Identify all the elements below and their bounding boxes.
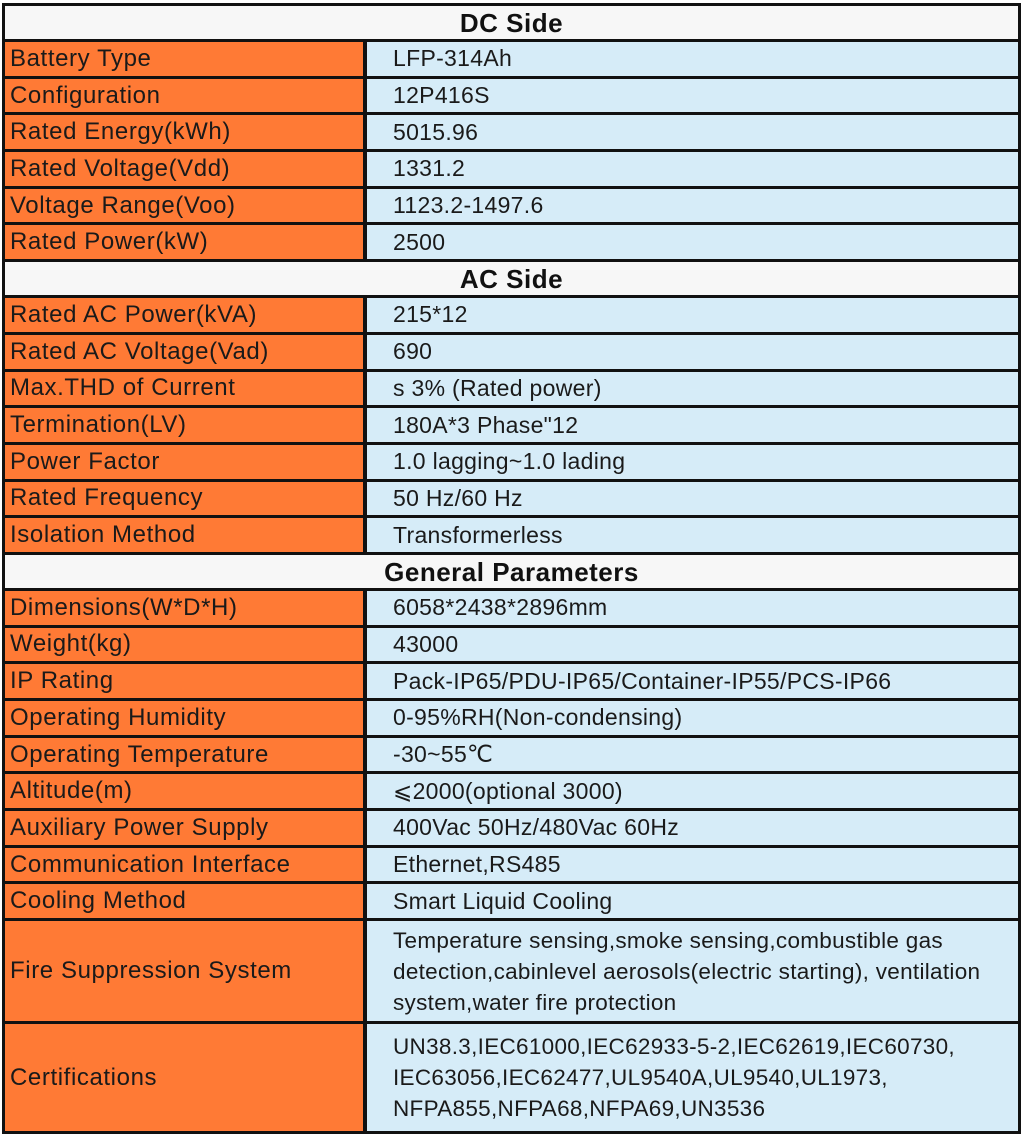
table-row: [5, 482, 1018, 519]
row-value: 1.0 lagging~1.0 lading: [367, 445, 1018, 479]
row-value: 5015.96: [367, 115, 1018, 149]
row-label: Altitude(m): [5, 774, 367, 808]
row-label: Battery Type: [5, 42, 367, 76]
table-row: [5, 701, 1018, 738]
table-row: [5, 884, 1018, 921]
row-label: Rated Energy(kWh): [5, 115, 367, 149]
table-row: [5, 518, 1018, 555]
table-row: [5, 115, 1018, 152]
row-label: Voltage Range(Voo): [5, 189, 367, 223]
row-label: Weight(kg): [5, 628, 367, 662]
row-label: Power Factor: [5, 445, 367, 479]
row-label: Operating Temperature: [5, 738, 367, 772]
table-row: [5, 738, 1018, 775]
table-row: [5, 408, 1018, 445]
table-row: [5, 445, 1018, 482]
row-value: UN38.3,IEC61000,IEC62933-5-2,IEC62619,IEC60730, IEC63056,IEC62477,UL9540A,UL9540,UL1973, NFPA855,NFPA68,NFPA69,UN3536: [367, 1024, 1018, 1131]
row-value: 1331.2: [367, 152, 1018, 186]
row-label: Rated AC Power(kVA): [5, 298, 367, 332]
row-label: Certifications: [5, 1024, 367, 1131]
row-label: Termination(LV): [5, 408, 367, 442]
section-header: General Parameters: [5, 555, 1018, 591]
row-label: Auxiliary Power Supply: [5, 811, 367, 845]
row-label: Rated Power(kW): [5, 225, 367, 259]
table-row: [5, 921, 1018, 1024]
table-row: [5, 79, 1018, 116]
row-value: 400Vac 50Hz/480Vac 60Hz: [367, 811, 1018, 845]
row-value: s 3% (Rated power): [367, 372, 1018, 406]
table-row: [5, 811, 1018, 848]
table-row: [5, 152, 1018, 189]
row-label: Operating Humidity: [5, 701, 367, 735]
row-value: 1123.2-1497.6: [367, 189, 1018, 223]
row-label: IP Rating: [5, 664, 367, 698]
row-value: Smart Liquid Cooling: [367, 884, 1018, 918]
row-value: 2500: [367, 225, 1018, 259]
table-row: [5, 591, 1018, 628]
row-value: 43000: [367, 628, 1018, 662]
row-label: Rated Frequency: [5, 482, 367, 516]
row-label: Cooling Method: [5, 884, 367, 918]
table-row: [5, 848, 1018, 885]
table-row: [5, 372, 1018, 409]
row-value: LFP-314Ah: [367, 42, 1018, 76]
row-value: 50 Hz/60 Hz: [367, 482, 1018, 516]
row-value: Temperature sensing,smoke sensing,combustible gas detection,cabinlevel aerosols(electric starting), ventilation system,water fire protection: [367, 921, 1018, 1021]
table-row: [5, 335, 1018, 372]
row-value: 0-95%RH(Non-condensing): [367, 701, 1018, 735]
row-value: 12P416S: [367, 79, 1018, 113]
row-value: Transformerless: [367, 518, 1018, 552]
row-label: Rated Voltage(Vdd): [5, 152, 367, 186]
table-row: [5, 225, 1018, 262]
row-label: Max.THD of Current: [5, 372, 367, 406]
row-label: Fire Suppression System: [5, 921, 367, 1021]
row-label: Rated AC Voltage(Vad): [5, 335, 367, 369]
table-row: [5, 298, 1018, 335]
section-header: AC Side: [5, 262, 1018, 298]
row-label: Configuration: [5, 79, 367, 113]
table-row: [5, 774, 1018, 811]
row-value: 6058*2438*2896mm: [367, 591, 1018, 625]
row-value: Pack-IP65/PDU-IP65/Container-IP55/PCS-IP66: [367, 664, 1018, 698]
row-value: ⩽2000(optional 3000): [367, 774, 1018, 808]
table-row: [5, 189, 1018, 226]
row-value: 690: [367, 335, 1018, 369]
table-row: [5, 42, 1018, 79]
row-value: Ethernet,RS485: [367, 848, 1018, 882]
row-label: Isolation Method: [5, 518, 367, 552]
spec-table: [2, 3, 1021, 1134]
row-value: 180A*3 Phase"12: [367, 408, 1018, 442]
table-row: [5, 628, 1018, 665]
row-value: 215*12: [367, 298, 1018, 332]
table-row: [5, 664, 1018, 701]
table-row: [5, 1024, 1018, 1131]
row-label: Dimensions(W*D*H): [5, 591, 367, 625]
row-value: -30~55℃: [367, 738, 1018, 772]
row-label: Communication Interface: [5, 848, 367, 882]
section-header: DC Side: [5, 6, 1018, 42]
